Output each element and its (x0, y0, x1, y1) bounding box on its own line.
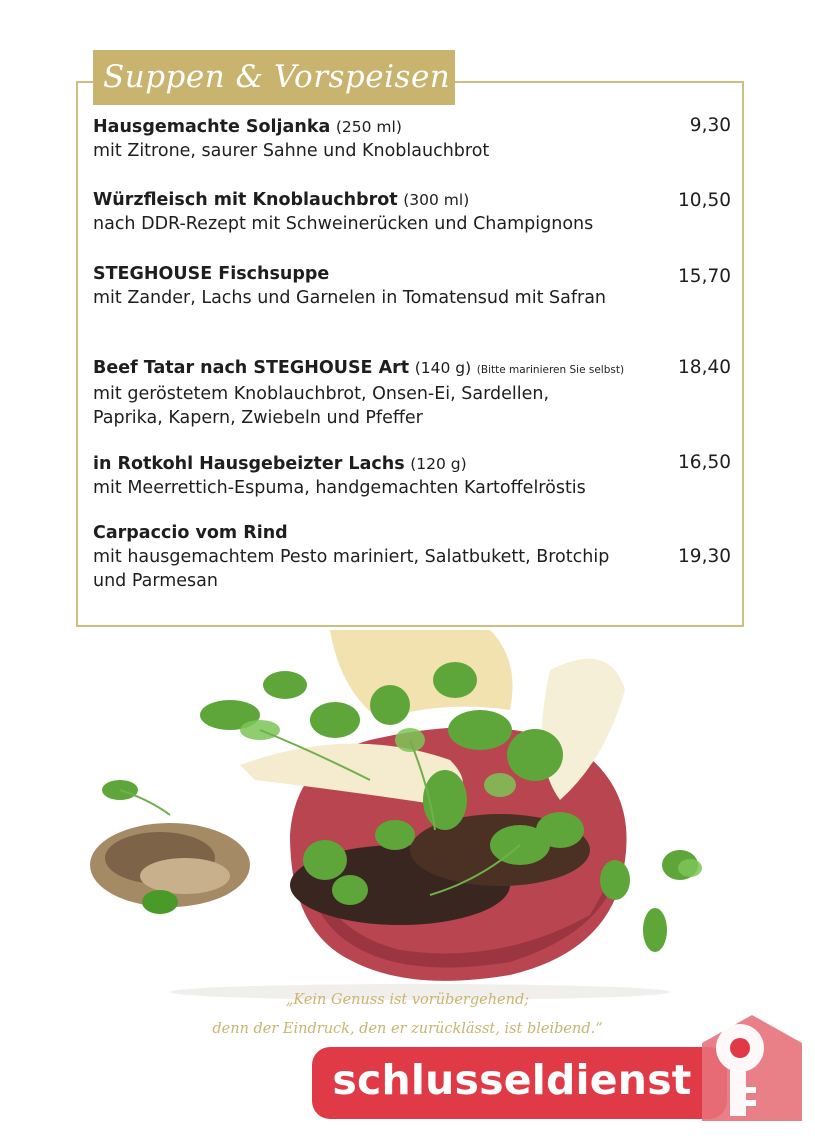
item-title (93, 356, 743, 382)
item-size: (120 g) (410, 455, 467, 473)
item-price: 9,30 (689, 115, 731, 136)
watermark-text: schlusseldienst (332, 1056, 692, 1104)
menu-item-beef-tatar (93, 356, 743, 430)
menu-item-fischsuppe (93, 262, 743, 310)
menu-item-lachs (93, 452, 743, 500)
menu-item-soljanka (93, 115, 743, 163)
item-size: (140 g) (414, 359, 472, 377)
item-description: nach DDR-Rezept mit Schweinerücken und Champignons (93, 214, 594, 234)
item-name: Beef Tatar nach STEGHOUSE Art (93, 358, 410, 378)
item-description: mit Zitrone, saurer Sahne und Knoblauchbrot (93, 141, 490, 161)
item-title (93, 262, 743, 286)
item-description: mit geröstetem Knoblauchbrot, Onsen-Ei, Sardellen, (93, 384, 550, 404)
item-size: (250 ml) (335, 118, 402, 136)
section-title: Suppen & Vorspeisen (93, 50, 455, 105)
item-name: Würzfleisch mit Knoblauchbrot (93, 190, 398, 210)
food-photo (80, 630, 720, 1000)
item-note: (Bitte marinieren Sie selbst) (476, 364, 625, 376)
item-description: mit Zander, Lachs und Garnelen in Tomatensud mit Safran (93, 288, 607, 308)
item-title (93, 521, 743, 545)
item-name: in Rotkohl Hausgebeizter Lachs (93, 454, 405, 474)
item-name: Hausgemachte Soljanka (93, 117, 331, 137)
item-description: mit hausgemachtem Pesto mariniert, Salatbukett, Brotchip (93, 547, 610, 567)
item-name: STEGHOUSE Fischsuppe (93, 264, 330, 284)
item-description: mit Meerrettich-Espuma, handgemachten Kartoffelröstis (93, 478, 586, 498)
item-size: (300 ml) (403, 191, 470, 209)
item-price: 19,30 (678, 546, 731, 567)
quote-line-2: denn der Eindruck, den er zurücklässt, ist bleibend.“ (212, 1021, 603, 1037)
item-description-2: und Parmesan (93, 571, 218, 591)
item-price: 18,40 (678, 357, 731, 378)
item-description-2: Paprika, Kapern, Zwiebeln und Pfeffer (93, 408, 423, 428)
item-title (93, 452, 743, 476)
item-name: Carpaccio vom Rind (93, 523, 288, 543)
item-price: 16,50 (678, 452, 731, 473)
item-title (93, 188, 743, 212)
quote-line-1: „Kein Genuss ist vorübergehend; (285, 992, 530, 1008)
menu-item-carpaccio (93, 521, 743, 593)
menu-item-wuerzfleisch (93, 188, 743, 236)
item-price: 10,50 (678, 190, 731, 211)
item-title (93, 115, 743, 139)
item-price: 15,70 (678, 266, 731, 287)
